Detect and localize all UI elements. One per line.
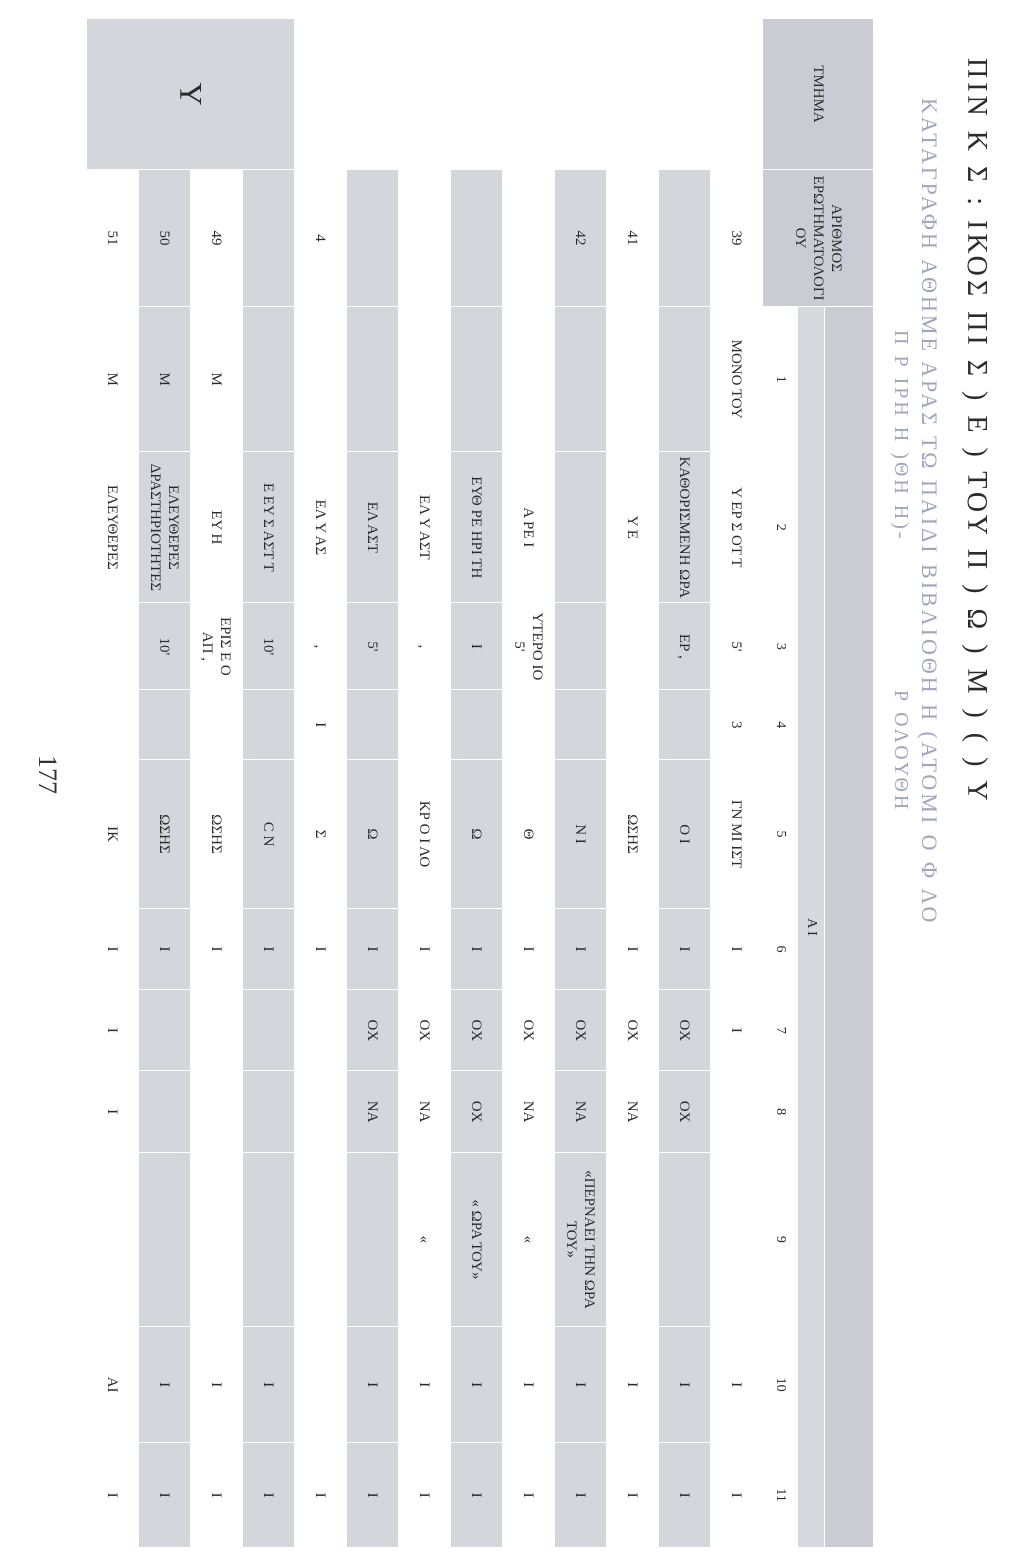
table-cell bbox=[555, 307, 607, 452]
table-cell: Ι bbox=[347, 1443, 399, 1548]
questionnaire-number-cell: 39 bbox=[711, 170, 763, 307]
table-cell: ΝΑ bbox=[555, 1071, 607, 1152]
table-cell: Ι bbox=[295, 690, 347, 760]
table-body bbox=[87, 19, 763, 1548]
table-cell bbox=[555, 690, 607, 760]
table-cell: ΩΣΗΣ bbox=[139, 760, 191, 909]
table-cell: Ι bbox=[87, 1443, 139, 1548]
table-cell: Ι bbox=[503, 908, 555, 989]
table-cell bbox=[607, 690, 659, 760]
table-cell: ΑΙ bbox=[87, 1327, 139, 1443]
table-cell: ΓΝ ΜΙ ΙΣΤ bbox=[711, 760, 763, 909]
table-row bbox=[711, 19, 763, 1548]
page-number: 177 bbox=[33, 755, 62, 794]
table-cell: ΝΑ bbox=[607, 1071, 659, 1152]
table-cell: ΝΑ bbox=[347, 1071, 399, 1152]
table-cell bbox=[87, 690, 139, 760]
table-cell: ΚΡ Ο Ι ΛΟ bbox=[399, 760, 451, 909]
table-cell bbox=[87, 603, 139, 690]
col-number-header: 7 bbox=[763, 990, 798, 1071]
table-cell: Υ Ε bbox=[607, 452, 659, 603]
table-cell: ΙΚ bbox=[87, 760, 139, 909]
table-cell: Ι bbox=[555, 908, 607, 989]
table-cell: Ι bbox=[139, 1443, 191, 1548]
table-cell: Μ bbox=[139, 307, 191, 452]
questionnaire-number-cell: 41 bbox=[607, 170, 659, 307]
table-cell: ΟΧ bbox=[451, 1071, 503, 1152]
table-cell: Ι bbox=[659, 1327, 711, 1443]
table-cell: Ι bbox=[243, 908, 295, 989]
questionnaire-number-cell: 4 bbox=[295, 170, 347, 307]
table-cell: ΩΣΗΣ bbox=[191, 760, 243, 909]
col-number-header: 9 bbox=[763, 1152, 798, 1326]
table-cell: Ι bbox=[659, 1443, 711, 1548]
table-cell: 10' bbox=[243, 603, 295, 690]
table-cell: C Ν bbox=[243, 760, 295, 909]
page-title: ΠΙΝ Κ Σ : ΙΚΟΣ ΠΙ Σ ) Ε ) ΤΟΥ Π ) Ω ) Μ ) ( ) Υ bbox=[961, 58, 992, 805]
table-cell: Ι bbox=[87, 908, 139, 989]
table-cell: Ι bbox=[191, 1327, 243, 1443]
table-cell bbox=[139, 690, 191, 760]
header-band bbox=[825, 307, 874, 1548]
table-cell: Ι bbox=[711, 990, 763, 1071]
table-row bbox=[451, 19, 503, 1548]
table-cell bbox=[243, 1152, 295, 1326]
table-cell: ΚΑΘΟΡΙΣΜΕΝΗ ΩΡΑ bbox=[659, 452, 711, 603]
table-cell bbox=[347, 1152, 399, 1326]
table-cell bbox=[139, 990, 191, 1071]
table-cell bbox=[191, 1152, 243, 1326]
table-cell bbox=[503, 307, 555, 452]
table-cell: Ι bbox=[399, 908, 451, 989]
table-row bbox=[87, 19, 139, 1548]
table-cell: Υ ΕΡ Σ ΟΤ Τ bbox=[711, 452, 763, 603]
questionnaire-number-cell bbox=[243, 170, 295, 307]
table-cell bbox=[191, 1071, 243, 1152]
table-cell: Ι bbox=[139, 908, 191, 989]
col-number-header: 6 bbox=[763, 908, 798, 989]
table-cell: Ι bbox=[711, 1327, 763, 1443]
table-cell bbox=[451, 307, 503, 452]
page-subtitle: ΚΑΤΑΓΡΑΦΗ ΑΘΗΜΕ ΑΡΑΣ ΤΩ ΠΑΙΔΙ ΒΙΒΛΙΟΘΗ Η (ΑΤΟΜΙ Ο Φ ΛΟ bbox=[917, 98, 942, 926]
table-cell: Ι bbox=[295, 1443, 347, 1548]
table-cell bbox=[659, 690, 711, 760]
table-cell: Ι bbox=[347, 1327, 399, 1443]
table-cell: Ι bbox=[191, 908, 243, 989]
table-cell: ΟΧ bbox=[555, 990, 607, 1071]
table-cell: Ν Ι bbox=[555, 760, 607, 909]
table-cell bbox=[659, 1152, 711, 1326]
table-cell bbox=[295, 1152, 347, 1326]
table-cell: Ι bbox=[87, 1071, 139, 1152]
table-cell: Ε ΕΥ Σ ΑΣΤ Τ bbox=[243, 452, 295, 603]
col-header-arithmos: ΑΡΙΘΜΟΣ ΕΡΩΤΗΜΑΤΟΛΟΓΙ ΟΥ bbox=[763, 170, 874, 307]
table-cell: ΕΛΕΥΘΕΡΕΣ bbox=[87, 452, 139, 603]
page-subtitle-line3: Ρ ΟΛΟΥΘΗ bbox=[890, 690, 912, 813]
table-cell: ΕΥΘ ΡΕ ΗΡΙ ΤΗ bbox=[451, 452, 503, 603]
table-cell bbox=[87, 1152, 139, 1326]
group-cell-top bbox=[295, 19, 763, 170]
table-cell: « bbox=[399, 1152, 451, 1326]
col-number-header: 11 bbox=[763, 1443, 798, 1548]
table-cell: Ι bbox=[87, 990, 139, 1071]
table-cell: Ω bbox=[451, 760, 503, 909]
table-cell: Ι bbox=[607, 1327, 659, 1443]
table-cell bbox=[451, 690, 503, 760]
table-cell: Ι bbox=[451, 603, 503, 690]
table-cell: « ΩΡΑ ΤΟΥ» bbox=[451, 1152, 503, 1326]
table-cell: Ι bbox=[243, 1443, 295, 1548]
table-cell: «ΠΕΡΝΑΕΙ ΤΗΝ ΩΡΑ ΤΟΥ» bbox=[555, 1152, 607, 1326]
col-number-header: 4 bbox=[763, 690, 798, 760]
table-cell: ΕΡΙΣ Ε Ο ΑΠ , bbox=[191, 603, 243, 690]
table-cell bbox=[659, 307, 711, 452]
table-row bbox=[347, 19, 399, 1548]
table-cell: ΕΛ ΑΣΤ bbox=[347, 452, 399, 603]
table-cell: Ι bbox=[243, 1327, 295, 1443]
table-cell bbox=[139, 1152, 191, 1326]
col-number-header: 2 bbox=[763, 452, 798, 603]
questionnaire-number-cell: 50 bbox=[139, 170, 191, 307]
table-row bbox=[399, 19, 451, 1548]
table-cell: Ι bbox=[191, 1443, 243, 1548]
table-row bbox=[295, 19, 347, 1548]
table-row bbox=[607, 19, 659, 1548]
table-cell: Θ bbox=[503, 760, 555, 909]
table-cell: ΝΑ bbox=[503, 1071, 555, 1152]
col-number-header: 1 bbox=[763, 307, 798, 452]
table-cell bbox=[399, 690, 451, 760]
col-number-header: 10 bbox=[763, 1327, 798, 1443]
table-row bbox=[503, 19, 555, 1548]
table-row bbox=[659, 19, 711, 1548]
table-cell: Σ bbox=[295, 760, 347, 909]
table-cell bbox=[243, 1071, 295, 1152]
table-cell: ΕΛΕΥΘΕΡΕΣ ΔΡΑΣΤΗΡΙΟΤΗΤΕΣ bbox=[139, 452, 191, 603]
table-cell: ΕΛ Υ ΑΣΤ bbox=[399, 452, 451, 603]
table-cell: 3 bbox=[711, 690, 763, 760]
table-cell bbox=[295, 1071, 347, 1152]
table-row bbox=[139, 19, 191, 1548]
table-cell: ΕΛ Υ ΑΣ bbox=[295, 452, 347, 603]
table-cell: , bbox=[295, 603, 347, 690]
table-row bbox=[243, 19, 295, 1548]
table-cell bbox=[243, 990, 295, 1071]
table-cell: Ι bbox=[503, 1443, 555, 1548]
table-cell: Ι bbox=[659, 908, 711, 989]
table-cell: Ι bbox=[399, 1327, 451, 1443]
table-cell bbox=[607, 1152, 659, 1326]
table-cell: Ι bbox=[347, 908, 399, 989]
table-cell bbox=[399, 307, 451, 452]
table-cell: Ι bbox=[451, 908, 503, 989]
table-cell: Ι bbox=[711, 908, 763, 989]
table-cell: 10' bbox=[139, 603, 191, 690]
table-cell: Ω bbox=[347, 760, 399, 909]
table-cell: ΟΧ bbox=[399, 990, 451, 1071]
band-label: Α Ι bbox=[798, 307, 825, 1548]
table-cell bbox=[711, 1071, 763, 1152]
table-cell: Μ bbox=[87, 307, 139, 452]
table-cell: Ι bbox=[607, 908, 659, 989]
table-cell bbox=[607, 307, 659, 452]
questionnaire-number-cell bbox=[399, 170, 451, 307]
table-cell: ΟΧ bbox=[659, 1071, 711, 1152]
table-cell: 5' bbox=[711, 603, 763, 690]
table-cell: Ι bbox=[711, 1443, 763, 1548]
table-cell bbox=[711, 1152, 763, 1326]
table-cell bbox=[191, 990, 243, 1071]
questionnaire-number-cell bbox=[659, 170, 711, 307]
table-cell bbox=[139, 1071, 191, 1152]
group-cell-label: Υ bbox=[87, 19, 295, 170]
table-cell bbox=[347, 307, 399, 452]
questionnaire-number-cell: 49 bbox=[191, 170, 243, 307]
table-cell bbox=[347, 690, 399, 760]
table-cell: « bbox=[503, 1152, 555, 1326]
table-cell: 5' bbox=[347, 603, 399, 690]
col-number-header: 3 bbox=[763, 603, 798, 690]
table-cell: Ι bbox=[295, 908, 347, 989]
table-cell bbox=[243, 690, 295, 760]
table-cell: ΩΣΗΣ bbox=[607, 760, 659, 909]
questionnaire-number-cell bbox=[347, 170, 399, 307]
table-cell: Ι bbox=[139, 1327, 191, 1443]
table-row bbox=[191, 19, 243, 1548]
table-cell bbox=[191, 690, 243, 760]
questionnaire-number-cell: 51 bbox=[87, 170, 139, 307]
header-row bbox=[825, 19, 874, 1548]
table-cell bbox=[555, 603, 607, 690]
table-cell bbox=[295, 307, 347, 452]
table-cell: Ι bbox=[555, 1327, 607, 1443]
table-cell: , bbox=[399, 603, 451, 690]
table-cell: ΟΧ bbox=[503, 990, 555, 1071]
col-number-header: 8 bbox=[763, 1071, 798, 1152]
questionnaire-number-cell: 42 bbox=[555, 170, 607, 307]
table-cell bbox=[295, 990, 347, 1071]
table-cell: Ι bbox=[451, 1327, 503, 1443]
table-cell bbox=[503, 690, 555, 760]
table-row bbox=[555, 19, 607, 1548]
table-cell bbox=[295, 1327, 347, 1443]
table-cell: ΟΧ bbox=[451, 990, 503, 1071]
table-cell: ΟΧ bbox=[659, 990, 711, 1071]
data-table bbox=[86, 18, 874, 1548]
page-subtitle-line2: Π Ρ ΙΡΗ Η )ΘΗ Η)- bbox=[890, 330, 912, 542]
table-cell: Ο Ι bbox=[659, 760, 711, 909]
table-cell: Ι bbox=[399, 1443, 451, 1548]
table-cell: Α ΡΕ Ι bbox=[503, 452, 555, 603]
table-cell: ΟΧ bbox=[607, 990, 659, 1071]
col-header-tmima: ΤΜΗΜΑ bbox=[763, 19, 874, 170]
questionnaire-number-cell bbox=[503, 170, 555, 307]
table-cell: ΕΥ Η bbox=[191, 452, 243, 603]
table-cell: ΥΤΕΡΟ ΙΟ 5' bbox=[503, 603, 555, 690]
table-cell: Ι bbox=[607, 1443, 659, 1548]
table-cell: Μ bbox=[191, 307, 243, 452]
table-cell: ΜΟΝΟ ΤΟΥ bbox=[711, 307, 763, 452]
table-cell: ΝΑ bbox=[399, 1071, 451, 1152]
table-cell bbox=[555, 452, 607, 603]
table-cell bbox=[607, 603, 659, 690]
table-cell: Ι bbox=[503, 1327, 555, 1443]
table-cell: Ι bbox=[451, 1443, 503, 1548]
table-cell: ΟΧ bbox=[347, 990, 399, 1071]
table-cell bbox=[243, 307, 295, 452]
questionnaire-number-cell bbox=[451, 170, 503, 307]
table-cell: ΕΡ , bbox=[659, 603, 711, 690]
col-number-header: 5 bbox=[763, 760, 798, 909]
table-cell: Ι bbox=[555, 1443, 607, 1548]
